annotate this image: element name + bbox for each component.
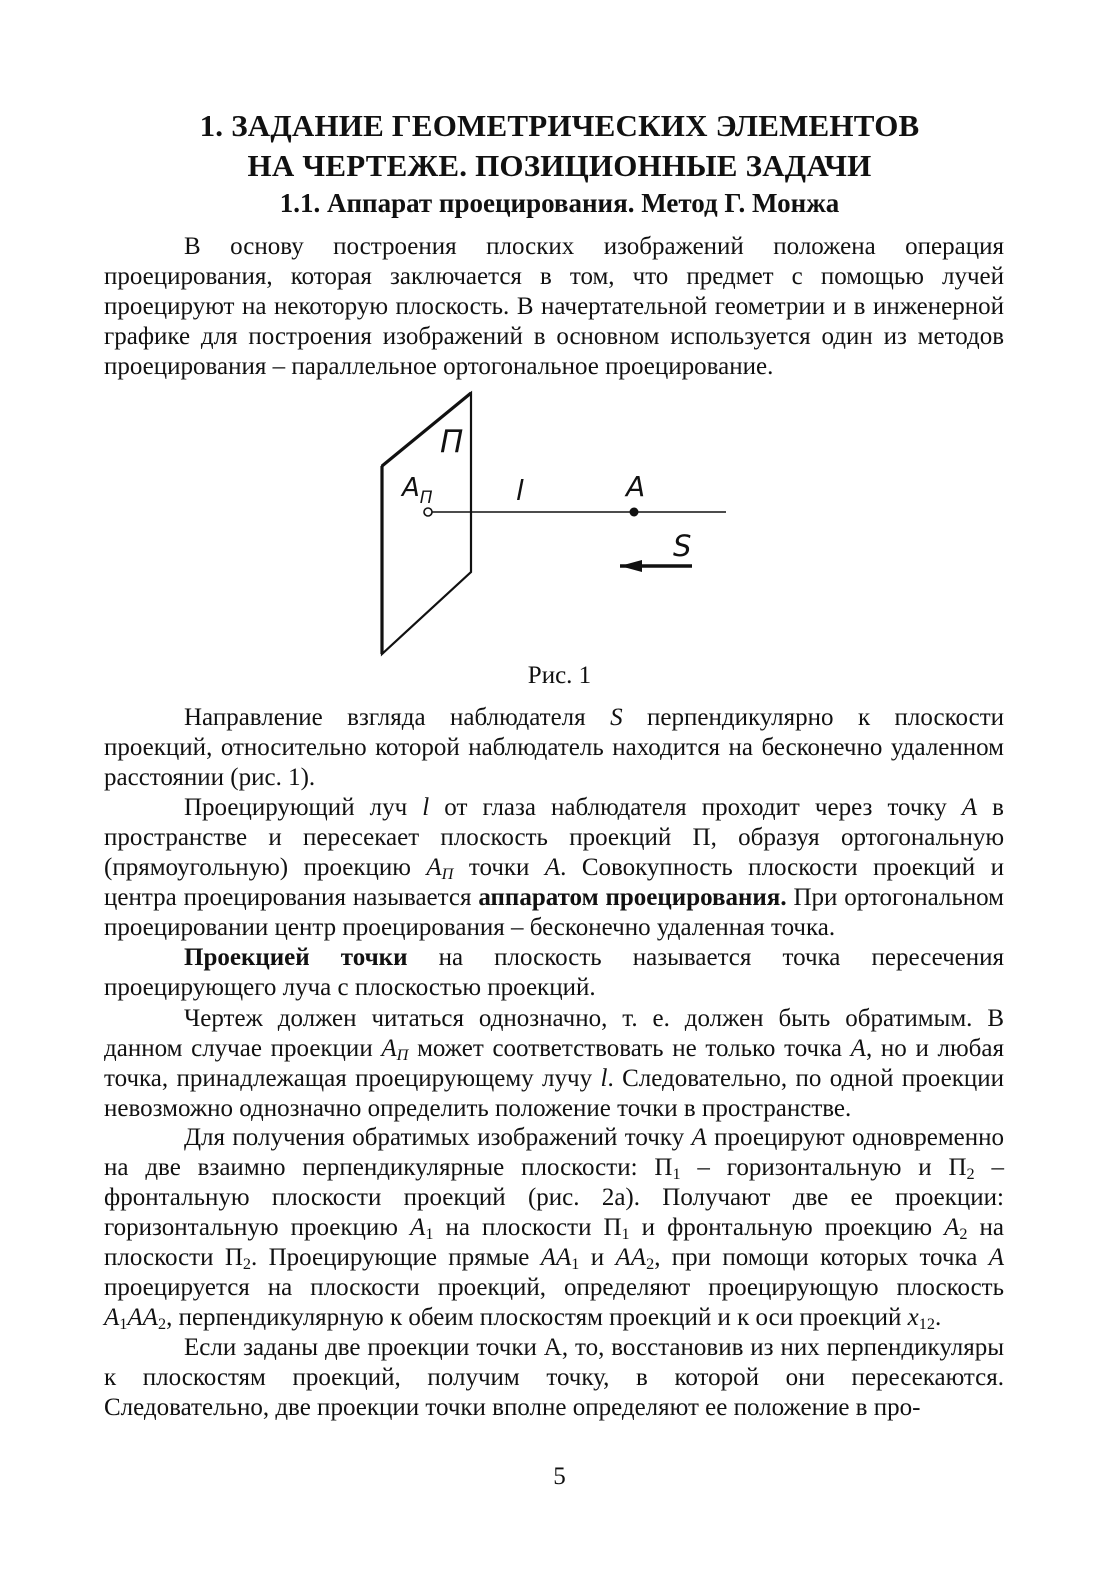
- subscript: 1: [571, 1255, 580, 1274]
- text: на плоскости П: [433, 1214, 622, 1241]
- text: проецируется на плоскости проекций, определяют проецирующую плоскость: [104, 1274, 1004, 1301]
- text: , при помощи которых точка: [654, 1244, 989, 1271]
- paragraph-view-direction: [104, 703, 1004, 793]
- text: , но и любая точка, принадлежащая проецирующему лучу: [104, 1035, 1004, 1092]
- subscript: 1: [119, 1315, 128, 1334]
- paragraph-projecting-ray: [104, 793, 1004, 943]
- symbol-a: A: [850, 1035, 866, 1062]
- text: точки: [453, 854, 545, 881]
- subscript: П: [396, 1046, 409, 1065]
- symbol-a: A: [410, 1214, 426, 1241]
- subscript: 2: [966, 1165, 975, 1184]
- paragraph-reversibility: [104, 1004, 1004, 1124]
- symbol-a: A: [691, 1124, 707, 1151]
- projection-label-subscript: П: [419, 488, 433, 508]
- text: Чертеж должен читаться однозначно, т. е. должен быть обратимым. В данном случае проекции: [104, 1005, 1004, 1062]
- text: Для получения обратимых изображений точку: [184, 1124, 692, 1151]
- text: , перпендикулярную к обеим плоскостям проекций и к оси проекций: [166, 1304, 908, 1331]
- subscript: 1: [672, 1165, 681, 1184]
- symbol-l: l: [600, 1065, 608, 1092]
- text: . Совокупность плоскости проекций и центра проецирования называется: [104, 854, 1004, 911]
- symbol-a: A: [944, 1214, 960, 1241]
- chapter-title-line-2: НА ЧЕРТЕЖЕ. ПОЗИЦИОННЫЕ ЗАДАЧИ: [247, 148, 872, 183]
- symbol-a: A: [381, 1035, 397, 1062]
- text: и: [579, 1244, 616, 1271]
- text: . Следовательно, по одной проекции невозможно однозначно определить положение точки в пространстве.: [104, 1065, 1004, 1122]
- text: При ортогональном проецировании центр проецирования – бесконечно удаленная точка.: [104, 884, 1004, 941]
- text: – фронтальную плоскости проекций (рис. 2а). Получают две ее проекции: горизонтальную проекцию: [104, 1154, 1005, 1241]
- paragraph-two-planes: [104, 1123, 1004, 1333]
- subscript: П: [441, 865, 454, 884]
- symbol-a: A: [104, 1304, 120, 1331]
- plane-label: П: [440, 424, 464, 460]
- page-number: 5: [553, 1463, 566, 1490]
- symbol-aa: AA: [615, 1244, 647, 1271]
- projection-label-letter: A: [402, 473, 420, 503]
- subscript: 2: [242, 1255, 252, 1274]
- text: .: [935, 1304, 942, 1331]
- section-title: 1.1. Аппарат проецирования. Метод Г. Монжа: [279, 188, 840, 218]
- chapter-title-line-1: 1. ЗАДАНИЕ ГЕОМЕТРИЧЕСКИХ ЭЛЕМЕНТОВ: [199, 108, 920, 143]
- figure-caption: Рис. 1: [527, 662, 592, 689]
- symbol-s: S: [610, 704, 623, 731]
- symbol-aa: AA: [540, 1244, 572, 1271]
- symbol-a: A: [426, 854, 442, 881]
- direction-label: S: [673, 529, 692, 563]
- paragraph-intro: В основу построения плоских изображений положена операция проецирования, которая заключается в том, что предмет с помощью лучей проецируют на некоторую плоскость. В начертательной геометрии и в инженерной графике для построения изображений в основном используется один из методов проецирования – параллельное ортогональное проецирование.: [104, 233, 1004, 380]
- subscript: 2: [157, 1315, 167, 1334]
- symbol-a: A: [988, 1244, 1004, 1271]
- symbol-a: A: [961, 794, 978, 821]
- symbol-x: x: [907, 1304, 919, 1331]
- subscript: 2: [959, 1225, 968, 1244]
- text: может соответствовать не только точка: [408, 1035, 851, 1062]
- subscript: 1: [425, 1225, 434, 1244]
- text: и фронтальную проекцию: [629, 1214, 945, 1241]
- direction-arrow-head: [620, 560, 642, 572]
- text: – горизонтальную и П: [680, 1154, 967, 1181]
- symbol-aa: AA: [127, 1304, 158, 1331]
- projection-point: [424, 508, 432, 516]
- point-a: [630, 508, 639, 517]
- symbol-l: l: [422, 794, 430, 821]
- text: Направление взгляда наблюдателя: [184, 704, 611, 731]
- point-label: A: [626, 470, 646, 503]
- chapter-title: [0, 106, 1119, 186]
- text: от глаза наблюдателя проходит через точку: [429, 794, 962, 821]
- term-point-projection: Проекцией точки: [184, 944, 408, 971]
- text: перпендикулярно к плоскости проекций, относительно которой наблюдатель находится на бесконечно удаленном расстоянии (рис. 1).: [104, 704, 1004, 791]
- text: в пространстве и пересекает плоскость проекций П, образуя ортогональную (прямоугольную) проекцию: [104, 794, 1004, 881]
- ray-label: l: [516, 474, 524, 507]
- projection-label: [400, 473, 433, 508]
- text: проецируют одновременно на две взаимно перпендикулярные плоскости: П: [104, 1124, 1004, 1181]
- subscript: 1: [621, 1225, 630, 1244]
- paragraph-point-projection: [104, 943, 1004, 1003]
- text: Проецирующий луч: [184, 794, 423, 821]
- subscript: 2: [646, 1255, 655, 1274]
- subscript: 12: [918, 1315, 936, 1334]
- paragraph-two-projections: Если заданы две проекции точки A, то, восстановив из них перпендикуляры к плоскостям проекций, получим точку, в которой они пересекаются. Следовательно, две проекции точки вполне определяют ее положение в про-: [104, 1334, 1004, 1421]
- symbol-a: A: [544, 854, 561, 881]
- text: . Проецирующие прямые: [251, 1244, 541, 1271]
- term-projection-apparatus: аппаратом проецирования.: [478, 884, 787, 911]
- figure-projection-apparatus: [370, 390, 740, 665]
- text: на плоскость называется точка пересечения проецирующего луча с плоскостью проекций.: [104, 944, 1004, 1001]
- text: на плоскости П: [104, 1214, 1004, 1271]
